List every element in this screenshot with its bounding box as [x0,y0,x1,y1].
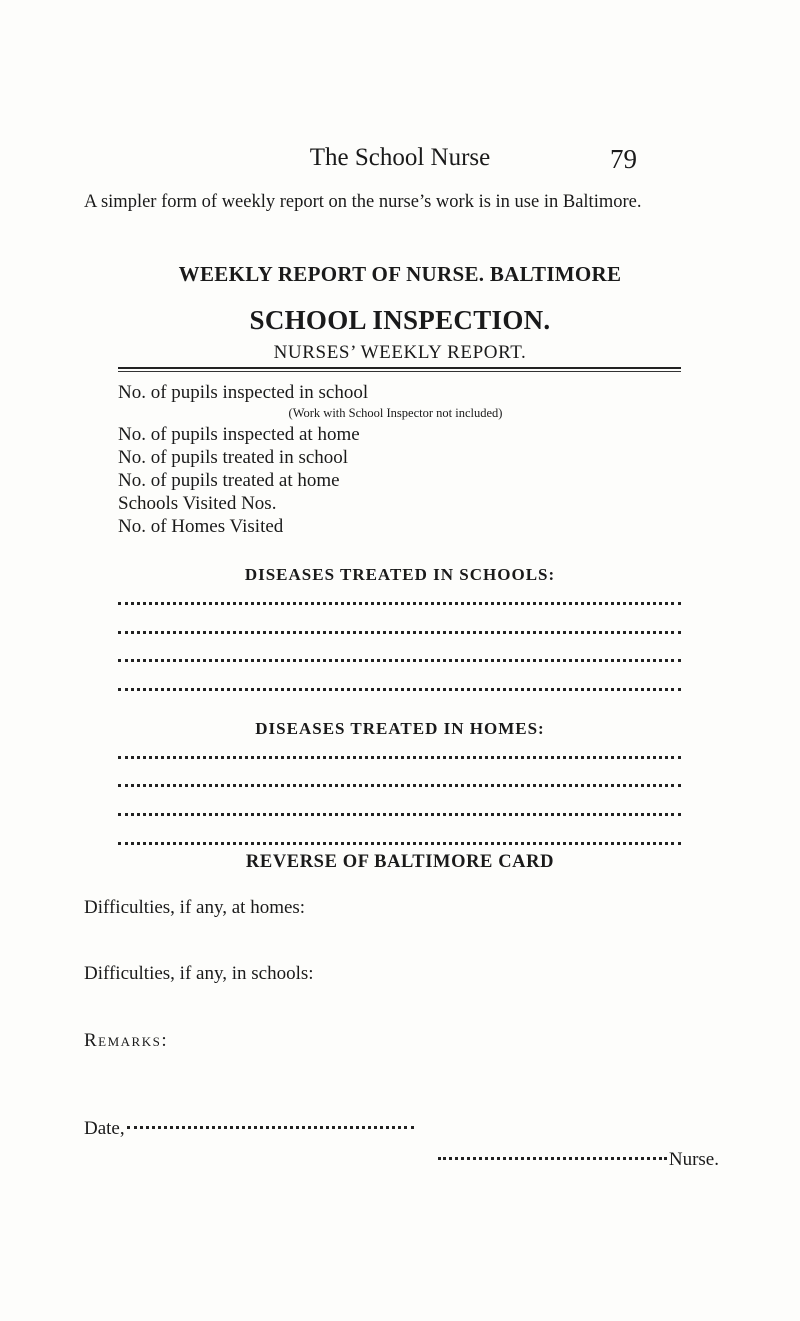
fill-in-line[interactable] [118,688,681,691]
diseases-homes-heading: DISEASES TREATED IN HOMES: [255,719,545,738]
fill-in-line[interactable] [118,813,681,816]
heading-rule-thin [118,371,681,372]
field-row-schools-visited [118,493,681,516]
form-subsubtitle: NURSES’ WEEKLY REPORT. [273,342,527,363]
field-note: (Work with School Inspector not included) [288,406,503,420]
difficulties-homes-label: Difficulties, if any, at homes: [84,897,306,918]
field-label: No. of pupils inspected at home [118,424,360,445]
field-row-treated-school [118,447,681,470]
field-label: No. of pupils treated at home [118,470,340,491]
field-label: Schools Visited Nos. [118,493,277,514]
fill-in-line[interactable] [342,483,681,486]
difficulties-schools-label: Difficulties, if any, in schools: [84,963,314,984]
fill-in-line[interactable] [285,529,681,532]
heading-rule-thick [118,367,681,369]
fill-in-line[interactable] [370,395,681,398]
running-title: The School Nurse [309,144,491,171]
fill-in-line[interactable] [278,506,681,509]
fill-in-line[interactable] [127,1131,414,1134]
intro-paragraph: A simpler form of weekly report on the nurse’s work is in use in Baltimore. [84,192,642,212]
report-fields [118,382,681,539]
field-row-homes-visited [118,516,681,539]
field-label: No. of Homes Visited [118,516,284,537]
fill-in-line[interactable] [362,437,681,440]
fill-in-line[interactable] [438,1162,667,1165]
fill-in-line[interactable] [118,756,681,759]
date-row [84,1118,414,1140]
nurse-signature-row [438,1149,719,1171]
field-row-inspected-school [118,382,681,405]
fill-in-line[interactable] [118,602,681,605]
page-number: 79 [610,144,637,174]
field-label: No. of pupils inspected in school [118,382,369,403]
form-subtitle: SCHOOL INSPECTION. [249,305,551,335]
fill-in-line[interactable] [350,460,681,463]
reverse-heading: REVERSE OF BALTIMORE CARD [245,852,555,872]
date-label: Date, [84,1118,125,1139]
fill-in-line[interactable] [118,659,681,662]
field-row-inspected-home [118,424,681,447]
diseases-schools-heading: DISEASES TREATED IN SCHOOLS: [244,565,556,584]
nurse-label: Nurse. [668,1149,719,1170]
fill-in-line[interactable] [118,784,681,787]
form-title: WEEKLY REPORT OF NURSE. BALTIMORE [178,262,622,286]
remarks-label: Remarks: [84,1030,169,1051]
field-row-treated-home [118,470,681,493]
fill-in-line[interactable] [118,631,681,634]
fill-in-line[interactable] [118,842,681,845]
field-label: No. of pupils treated in school [118,447,349,468]
